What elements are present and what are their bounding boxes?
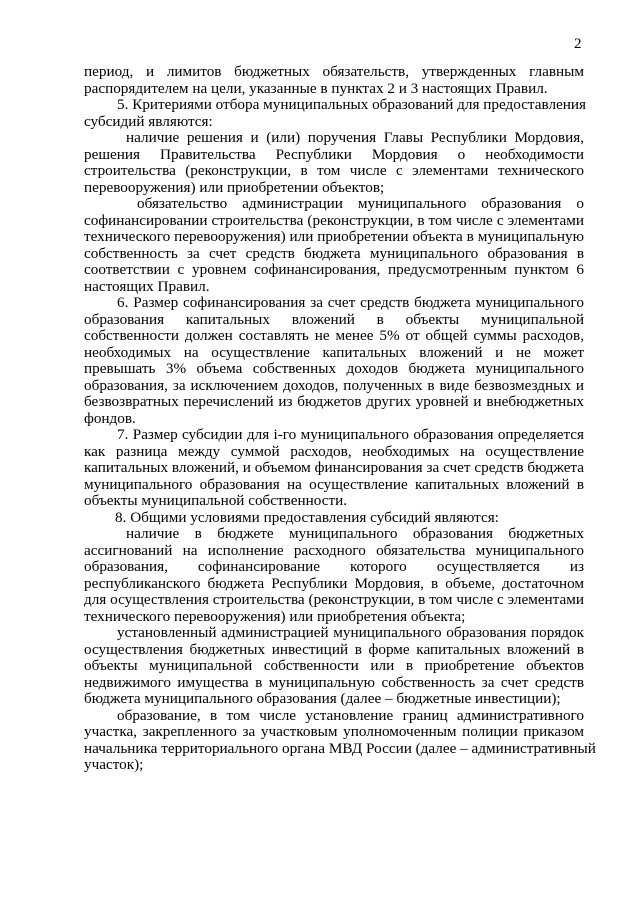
text-line: собственность за счет средств бюджета муниципального образования в <box>84 244 584 262</box>
text-line: участок); <box>84 756 144 773</box>
text-line: перевооружения) или приобретении объектов; <box>84 178 385 196</box>
text-line: фондов. <box>84 409 136 427</box>
text-line: капитальных вложений, и объемом финансирования за счет средств бюджета <box>84 459 584 476</box>
text-line: образование, в том числе установление границ административного <box>117 706 584 724</box>
text-line: установленный администрацией муниципального образования порядок <box>117 624 584 641</box>
text-line: объекты муниципальной собственности или в приобретение объектов <box>84 657 584 674</box>
text-line: наличие в бюджете муниципального образования бюджетных <box>126 525 584 542</box>
text-line: необходимых на осуществление капитальных вложений и не может <box>84 343 584 361</box>
text-line: технического перевооружения) или приобретении объекта в муниципальную <box>84 228 584 245</box>
text-line: наличие решения и (или) поручения Главы Республики Мордовия, <box>126 129 584 146</box>
text-line: ассигнований на исполнение расходного обязательства муниципального <box>84 541 584 559</box>
text-line: для осуществления строительства (реконструкции, в том числе с элементами <box>84 591 584 608</box>
text-line: бюджета муниципального образования (далее – бюджетные инвестиции); <box>84 690 561 707</box>
text-line: технического перевооружения) или приобретения объекта; <box>84 607 466 625</box>
text-line: недвижимого имущества в муниципальную собственность за счет средств <box>84 673 584 691</box>
text-line: распорядителем на цели, указанные в пунктах 2 и 3 настоящих Правил. <box>84 79 548 97</box>
text-line: муниципального образования на осуществление капитальных вложений в <box>84 475 584 493</box>
text-line: образования, за исключением доходов, полученных в виде безвозмездных и <box>84 376 584 394</box>
text-line: республиканского бюджета Республики Мордовия, в объеме, достаточном <box>84 574 584 592</box>
text-line: соответствии с уровнем софинансирования, предусмотренным пунктом 6 <box>84 261 584 278</box>
text-line: 5. Критериями отбора муниципальных образований для предоставления <box>117 96 587 113</box>
text-line: решения Правительства Республики Мордовия о необходимости <box>84 145 584 163</box>
text-line: объекты муниципальной собственности. <box>84 492 348 509</box>
text-line: строительства (реконструкции, в том числе с элементами технического <box>84 162 584 179</box>
text-line: 6. Размер софинансирования за счет средств бюджета муниципального <box>117 294 584 311</box>
text-line: собственности должен составлять не менее 5% от общей суммы расходов, <box>84 327 584 344</box>
text-line: обязательство администрации муниципального образования о <box>137 195 584 212</box>
text-line: настоящих Правил. <box>84 277 210 295</box>
text-line: как разница между суммой расходов, необходимых на осуществление <box>84 442 584 460</box>
text-line: превышать 3% объема собственных доходов бюджета муниципального <box>84 360 584 377</box>
text-line: период, и лимитов бюджетных обязательств, утвержденных главным <box>84 63 584 80</box>
page-number: 2 <box>574 36 582 52</box>
text-line: 7. Размер субсидии для i-го муниципального образования определяется <box>117 426 584 443</box>
text-line: образования, софинансирование которого осуществляется из <box>84 558 584 575</box>
text-line: осуществления бюджетных инвестиций в форме капитальных вложений в <box>84 640 584 658</box>
text-line: начальника территориального органа МВД России (далее – административный <box>84 739 596 757</box>
text-line: безвозвратных перечислений из бюджетов других уровней и внебюджетных <box>84 393 584 410</box>
text-line: 8. Общими условиями предоставления субсидий являются: <box>115 508 499 526</box>
text-line: софинансировании строительства (реконструкции, в том числе с элементами <box>84 211 584 229</box>
document-body <box>84 63 596 774</box>
text-line: участка, закрепленного за участковым уполномоченным полиции приказом <box>84 723 584 740</box>
text-line: образования капитальных вложений в объекты муниципальной <box>84 310 584 328</box>
text-line: субсидий являются: <box>84 112 213 130</box>
